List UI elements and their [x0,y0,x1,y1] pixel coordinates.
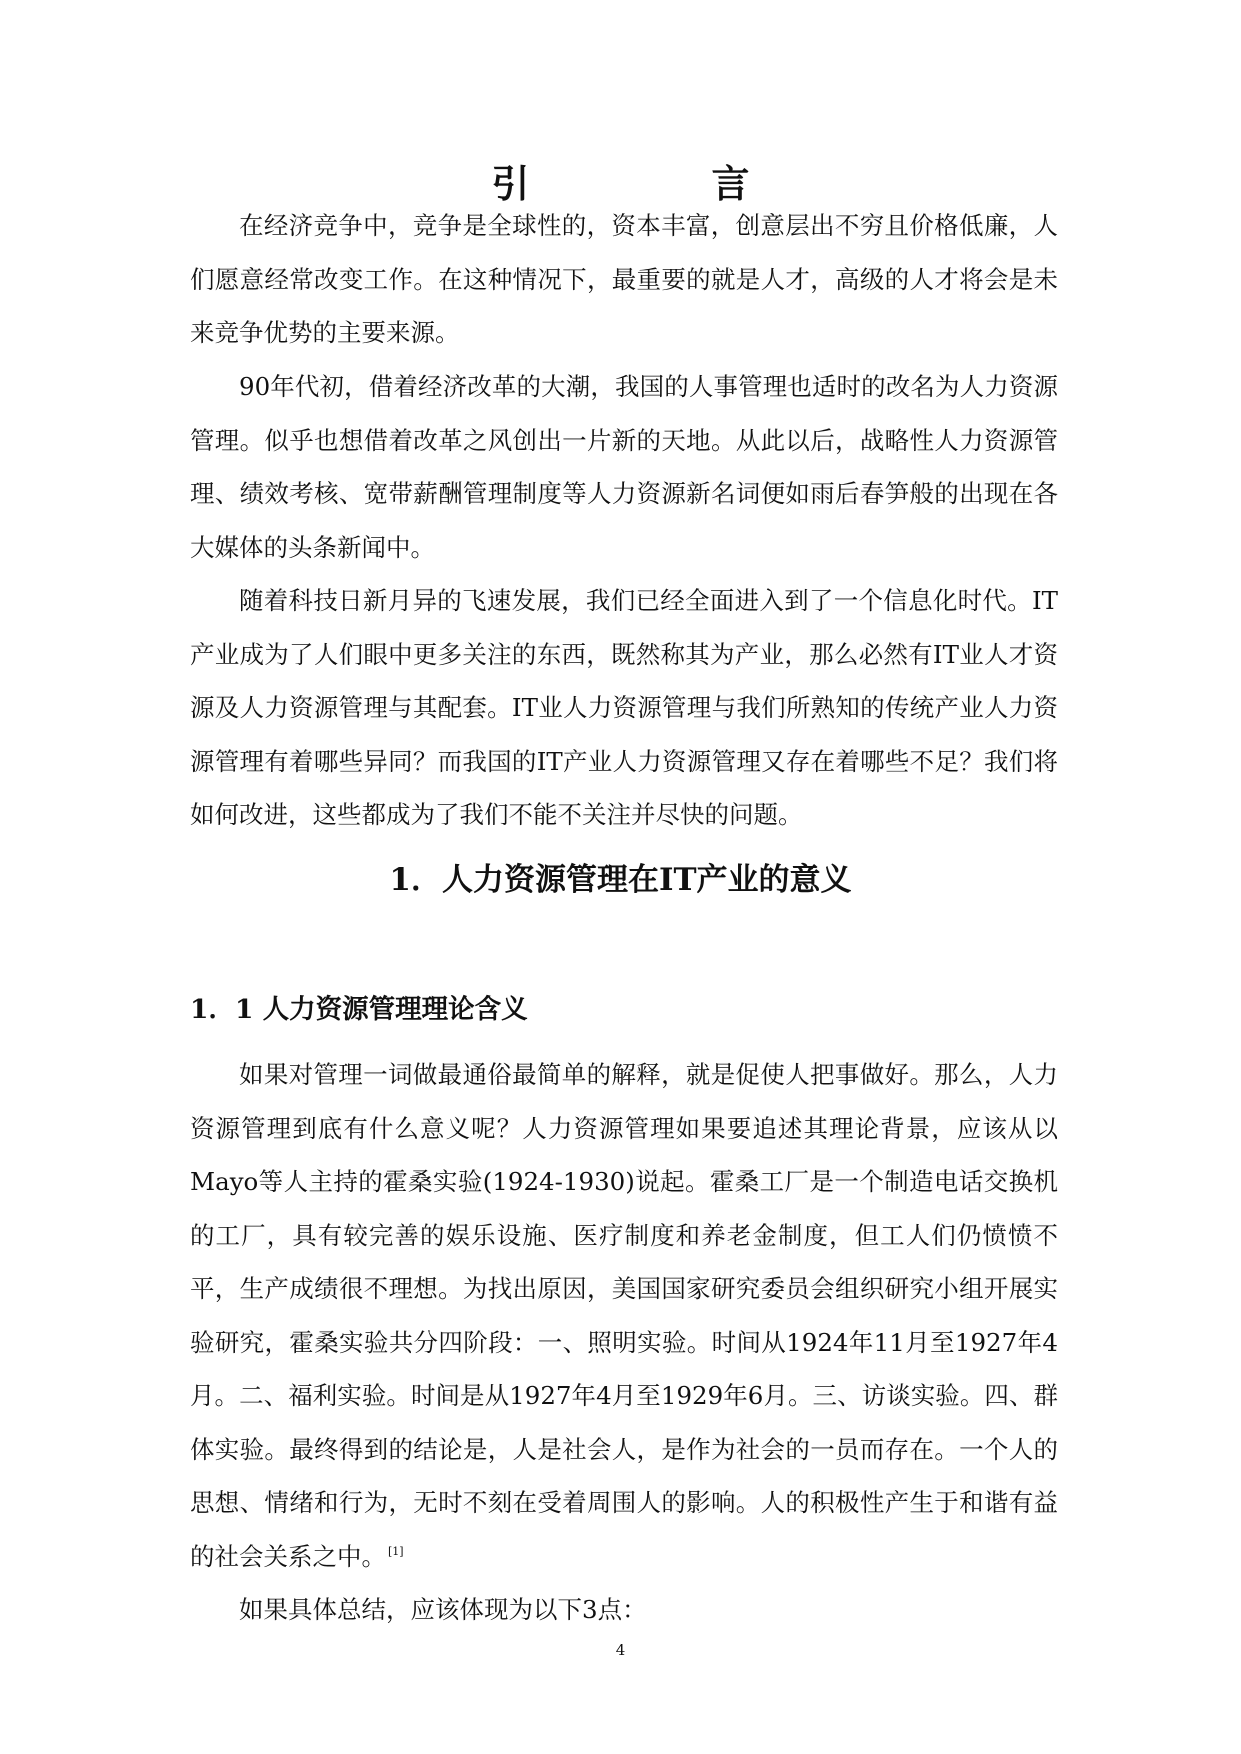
body-paragraph-1-text: 如果对管理一词做最通俗最简单的解释，就是促使人把事做好。那么，人力资源管理到底有什么意义呢？人力资源管理如果要追述其理论背景，应该从以Mayo等人主持的霍桑实验(1924-1930)说起。霍桑工厂是一个制造电话交换机的工厂，具有较完善的娱乐设施、医疗制度和养老金制度，但工人们仍愤愤不平，生产成绩很不理想。为找出原因，美国国家研究委员会组织研究小组开展实验研究，霍桑实验共分四阶段：一、照明实验。时间从1924年11月至1927年4月。二、福利实验。时间是从1927年4月至1929年6月。三、访谈实验。四、群体实验。最终得到的结论是，人是社会人，是作为社会的一员而存在。一个人的思想、情绪和行为，无时不刻在受着周围人的影响。人的积极性产生于和谐有益的社会关系之中。 [190,1060,1058,1571]
body-paragraph-1 [190,1048,1058,1583]
intro-title: 引 言 [491,161,822,206]
intro-paragraph-2: 90年代初，借着经济改革的大潮，我国的人事管理也适时的改名为人力资源管理。似乎也想借着改革之风创出一片新的天地。从此以后，战略性人力资源管理、绩效考核、宽带薪酬管理制度等人力资源新名词便如雨后春笋般的出现在各大媒体的头条新闻中。 [190,372,1058,562]
intro-paragraph-1: 在经济竞争中，竞争是全球性的，资本丰富，创意层出不穷且价格低廉，人们愿意经常改变工作。在这种情况下，最重要的就是人才，高级的人才将会是未来竞争优势的主要来源。 [190,211,1058,347]
section-heading: 1．人力资源管理在IT产业的意义 [389,862,852,898]
page-number: 4 [615,1641,626,1659]
body-paragraph-2: 如果具体总结，应该体现为以下3点： [239,1595,647,1624]
subsection-heading: 1．1 人力资源管理理论含义 [190,994,528,1025]
citation-marker: [1] [388,1545,404,1559]
intro-paragraph-3: 随着科技日新月异的飞速发展，我们已经全面进入到了一个信息化时代。IT产业成为了人们眼中更多关注的东西，既然称其为产业，那么必然有IT业人才资源及人力资源管理与其配套。IT业人力资源管理与我们所熟知的传统产业人力资源管理有着哪些异同？而我国的IT产业人力资源管理又存在着哪些不足？我们将如何改进，这些都成为了我们不能不关注并尽快的问题。 [190,586,1058,829]
